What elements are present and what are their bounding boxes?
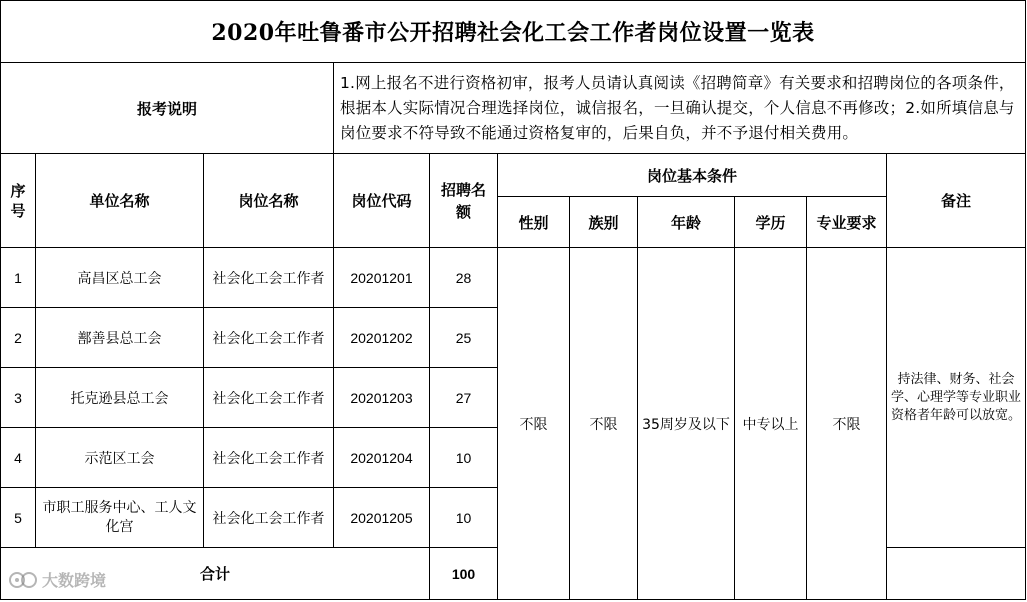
row-unit: 示范区工会	[36, 428, 204, 488]
row-seq: 3	[1, 368, 36, 428]
page-title: 2020年吐鲁番市公开招聘社会化工会工作者岗位设置一览表	[1, 1, 1026, 63]
row-quota: 10	[430, 428, 498, 488]
row-seq: 1	[1, 248, 36, 308]
total-remark-empty	[887, 548, 1026, 600]
header-unit: 单位名称	[36, 154, 204, 248]
header-seq: 序号	[1, 154, 36, 248]
notice-text: 1.网上报名不进行资格初审，报考人员请认真阅读《招聘简章》有关要求和招聘岗位的各项条件，根据本人实际情况合理选择岗位，诚信报名，一旦确认提交，个人信息不再修改；2.如所填信息与岗位要求不符导致不能通过资格复审的，后果自负，并不予退付相关费用。	[334, 63, 1026, 154]
row-quota: 28	[430, 248, 498, 308]
row-code: 20201204	[334, 428, 430, 488]
row-code: 20201203	[334, 368, 430, 428]
row-position: 社会化工会工作者	[204, 428, 334, 488]
row-position: 社会化工会工作者	[204, 248, 334, 308]
cond-gender: 不限	[498, 248, 570, 600]
row-unit: 市职工服务中心、工人文化宫	[36, 488, 204, 548]
table-row	[1, 248, 1026, 308]
row-position: 社会化工会工作者	[204, 308, 334, 368]
row-code: 20201202	[334, 308, 430, 368]
row-seq: 4	[1, 428, 36, 488]
row-quota: 27	[430, 368, 498, 428]
watermark-text: 大数跨境	[42, 571, 107, 590]
row-seq: 2	[1, 308, 36, 368]
row-unit: 托克逊县总工会	[36, 368, 204, 428]
remark-text: 持法律、财务、社会学、心理学等专业职业资格者年龄可以放宽。	[887, 248, 1026, 548]
header-quota: 招聘名额	[430, 154, 498, 248]
row-quota: 10	[430, 488, 498, 548]
cond-education: 中专以上	[735, 248, 807, 600]
header-remark: 备注	[887, 154, 1026, 248]
cond-age: 35周岁及以下	[638, 248, 735, 600]
header-position: 岗位名称	[204, 154, 334, 248]
row-quota: 25	[430, 308, 498, 368]
notice-label: 报考说明	[1, 63, 334, 154]
row-code: 20201201	[334, 248, 430, 308]
header-code: 岗位代码	[334, 154, 430, 248]
total-label: 合计	[1, 548, 430, 600]
header-ethnicity: 族别	[570, 197, 638, 248]
row-position: 社会化工会工作者	[204, 488, 334, 548]
total-value: 100	[430, 548, 498, 600]
header-gender: 性别	[498, 197, 570, 248]
header-conditions: 岗位基本条件	[498, 154, 887, 197]
row-position: 社会化工会工作者	[204, 368, 334, 428]
row-unit: 高昌区总工会	[36, 248, 204, 308]
row-unit: 鄯善县总工会	[36, 308, 204, 368]
row-seq: 5	[1, 488, 36, 548]
header-major: 专业要求	[807, 197, 887, 248]
header-age: 年龄	[638, 197, 735, 248]
cond-major: 不限	[807, 248, 887, 600]
row-code: 20201205	[334, 488, 430, 548]
cond-ethnicity: 不限	[570, 248, 638, 600]
header-education: 学历	[735, 197, 807, 248]
